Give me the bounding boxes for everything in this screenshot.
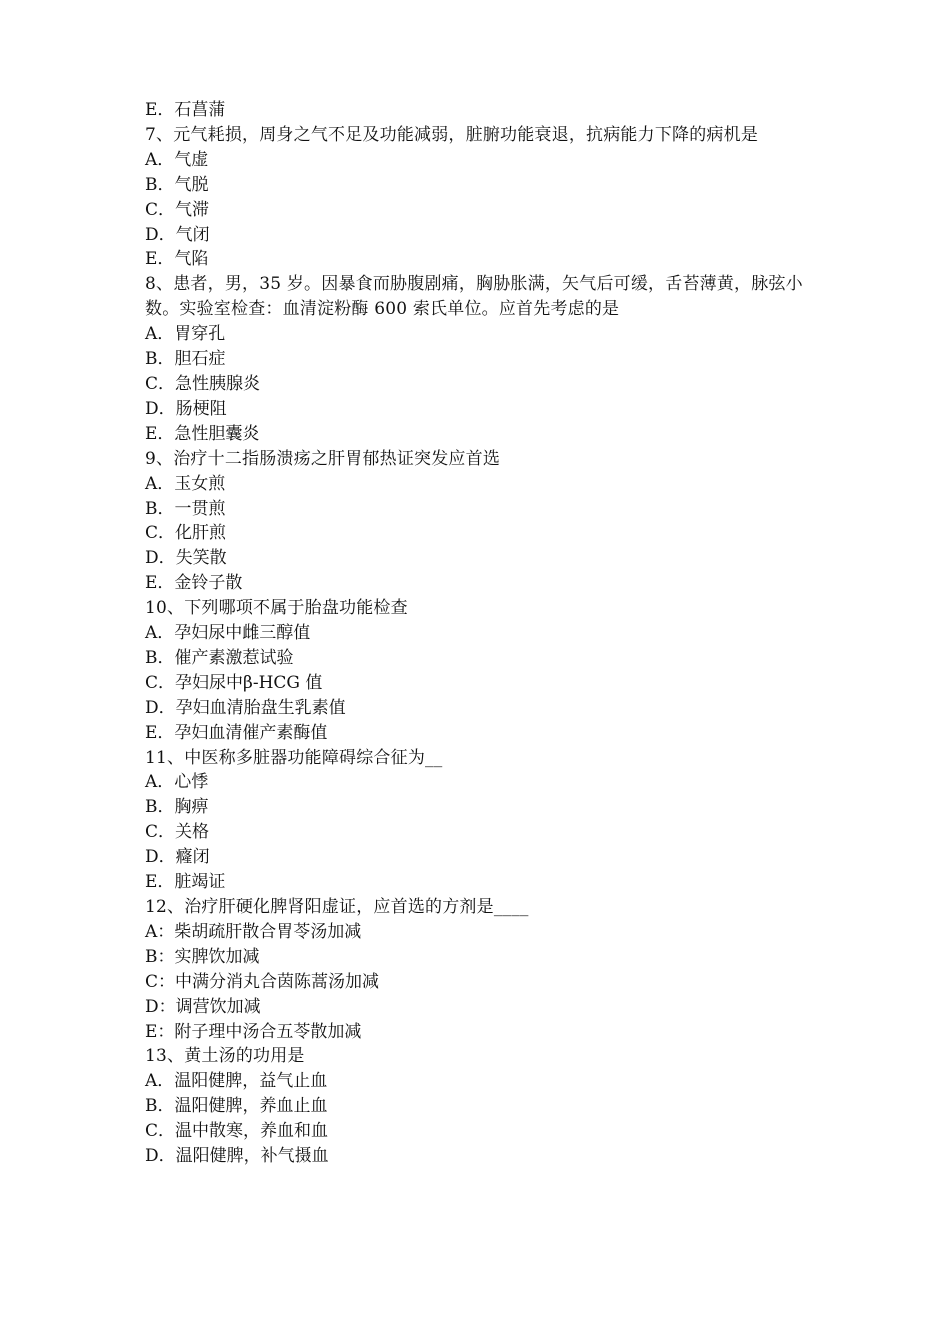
answer-option: C．孕妇尿中β-HCG 值 [145, 672, 323, 693]
answer-option: D．温阳健脾，补气摄血 [145, 1146, 329, 1167]
answer-option: B．一贯煎 [145, 498, 226, 519]
answer-option: A：柴胡疏肝散合胃苓汤加减 [145, 921, 362, 942]
answer-option: E．金铃子散 [145, 573, 243, 594]
question-text: 11、中医称多脏器功能障碍综合征为__ [145, 747, 443, 768]
answer-option: A．气虚 [145, 149, 209, 170]
answer-option: C．急性胰腺炎 [145, 373, 261, 394]
answer-option: A．孕妇尿中雌三醇值 [145, 623, 311, 644]
document-body [145, 98, 813, 1169]
answer-option: B．胸痹 [145, 797, 209, 818]
answer-option: E．石菖蒲 [145, 100, 226, 120]
answer-option: A．胃穿孔 [145, 324, 226, 345]
answer-option: C．化肝煎 [145, 523, 227, 544]
question-text: 13、黄土汤的功用是 [145, 1046, 305, 1067]
answer-option: B：实脾饮加减 [145, 946, 260, 967]
question-text: 10、下列哪项不属于胎盘功能检查 [145, 598, 408, 619]
answer-option: C．关格 [145, 822, 210, 843]
answer-option: E．脏竭证 [145, 872, 226, 893]
answer-option: B．胆石症 [145, 349, 226, 370]
answer-option: E．孕妇血清催产素酶值 [145, 722, 328, 743]
question-text: 12、治疗肝硬化脾肾阳虚证，应首选的方剂是____ [145, 897, 529, 917]
answer-option: C：中满分消丸合茵陈蒿汤加减 [145, 971, 380, 992]
answer-option: B．温阳健脾，养血止血 [145, 1096, 328, 1117]
answer-option: D：调营饮加减 [145, 996, 261, 1017]
answer-option: E．气陷 [145, 249, 209, 270]
answer-option: A．心悸 [145, 772, 209, 793]
answer-option: C．温中散寒，养血和血 [145, 1121, 329, 1142]
question-text: 9、治疗十二指肠溃疡之肝胃郁热证突发应首选 [145, 448, 501, 469]
answer-option: C．气滞 [145, 199, 210, 220]
answer-option: A．温阳健脾，益气止血 [145, 1071, 328, 1092]
answer-option: D．气闭 [145, 224, 210, 245]
answer-option: D．癃闭 [145, 847, 210, 868]
answer-option: D．孕妇血清胎盘生乳素值 [145, 697, 346, 718]
answer-option: B．催产素激惹试验 [145, 647, 294, 668]
question-text: 7、元气耗损，周身之气不足及功能减弱，脏腑功能衰退，抗病能力下降的病机是 [145, 124, 759, 145]
answer-option: D．失笑散 [145, 548, 227, 569]
answer-option: E．急性胆囊炎 [145, 423, 260, 444]
answer-option: D．肠梗阻 [145, 398, 227, 419]
answer-option: A．玉女煎 [145, 473, 226, 494]
answer-option: B．气脱 [145, 174, 209, 195]
answer-option: E：附子理中汤合五苓散加减 [145, 1021, 362, 1042]
question-text: 8、患者，男，35 岁。因暴食而胁腹剧痛，胸胁胀满，矢气后可缓，舌苔薄黄，脉弦小数。实验室检查：血清淀粉酶 600 索氏单位。应首先考虑的是 [145, 274, 803, 320]
